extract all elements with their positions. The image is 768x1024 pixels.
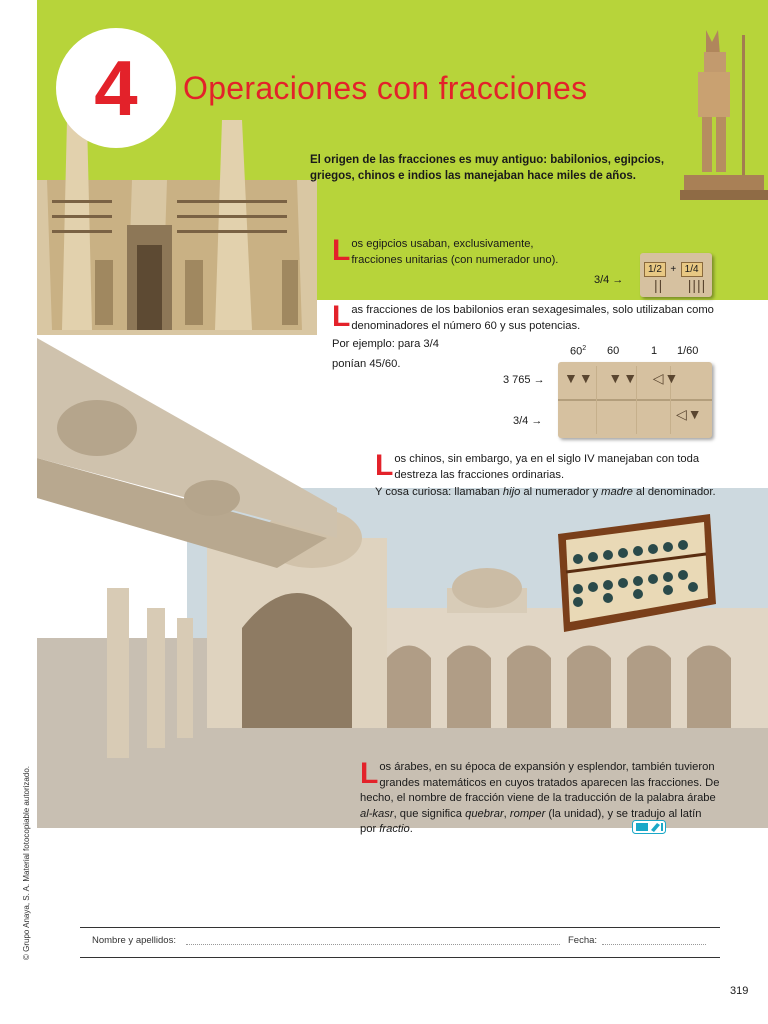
plus-sign: +: [670, 264, 677, 275]
footer-top-rule: [80, 927, 720, 928]
date-field[interactable]: [602, 944, 706, 945]
chinese-text2-a: Y cosa curiosa: llamaban: [375, 486, 503, 498]
egyptian-example-label: 3/4 →: [594, 274, 624, 286]
babylonian-row2-label: 3/4 →: [513, 415, 543, 427]
chinese-text: os chinos, sin embargo, ya en el siglo IV manejaban con toda destreza las fracciones ordinarias.: [394, 453, 700, 481]
dropcap: L: [375, 449, 394, 482]
egyptians-text: os egipcios usaban, exclusivamente, fracciones unitarias (con numerador uno).: [351, 238, 559, 266]
word-madre: madre: [601, 486, 633, 498]
arabs-text-b: , que significa: [393, 807, 466, 820]
babylonians-text: as fracciones de los babilonios eran sexagesimales, solo utilizaban como denominadores el número 60 y sus potencias.: [351, 304, 714, 332]
babylonian-clay-tablet: [558, 362, 712, 438]
dropcap: L: [360, 757, 379, 790]
word-romper: romper: [509, 807, 546, 820]
babylonian-example-line1: Por ejemplo: para 3/4: [332, 338, 439, 350]
egyptian-fraction-quarter: 1/4: [681, 262, 703, 277]
word-quebrar: quebrar: [465, 807, 504, 820]
dropcap: L: [332, 234, 351, 267]
babylonian-example-line2: ponían 45/60.: [332, 357, 401, 370]
word-hijo: hijo: [502, 486, 521, 498]
name-label: Nombre y apellidos:: [92, 935, 176, 946]
word-al-kasr: al-kasr: [360, 807, 394, 820]
footer-bottom-rule: [80, 957, 720, 958]
page-number: 319: [730, 985, 749, 997]
babylonian-example: [332, 337, 482, 372]
column-header-exponent: 2: [582, 345, 587, 352]
column-header-60: 60: [607, 345, 620, 357]
arabs-paragraph: [360, 757, 720, 838]
babylonians-paragraph: [332, 300, 718, 334]
chinese-text2-c: al denominador.: [632, 486, 716, 498]
column-header-1-60: 1/60: [677, 345, 699, 357]
copyright-notice: © Grupo Anaya, S. A. Material fotocopiable autorizado.: [22, 765, 31, 960]
arabs-text-d: (la unidad), y se tradujo al latín por: [360, 807, 702, 835]
hieroglyph-marks-icon: || ||||: [654, 277, 707, 293]
egyptian-fraction-tablet: [640, 253, 712, 297]
arabs-text-a: os árabes, en su época de expansión y esplendor, también tuvieron grandes matemáticos en cuyos tratados aparecen las fracciones. De hecho, el nombre de fracción viene de la traducción de la palabra árabe: [360, 761, 720, 804]
abacus-illustration: [558, 514, 716, 632]
intro-paragraph: El origen de las fracciones es muy antiguo: babilonios, egipcios, griegos, chinos e indios las manejaban hace miles de años.: [310, 154, 665, 182]
cuneiform-row2-icon: ◁▼: [676, 406, 703, 422]
arabs-text-e: .: [409, 823, 413, 835]
chinese-paragraph-2: [375, 485, 720, 501]
name-field[interactable]: [186, 944, 560, 945]
egyptians-paragraph: [332, 234, 564, 268]
babylonian-row1-label: 3 765 →: [503, 374, 545, 386]
dropcap: L: [332, 300, 351, 333]
chapter-number: 4: [94, 43, 138, 132]
anubis-statue-illustration: [676, 30, 768, 200]
egyptian-temple-illustration: [37, 120, 317, 335]
column-header-base: 60: [570, 345, 583, 358]
chinese-paragraph: [375, 449, 720, 483]
page-title: Operaciones con fracciones: [183, 70, 588, 106]
digital-resource-icon[interactable]: [632, 820, 666, 834]
arabs-text-c: ,: [503, 807, 510, 820]
chapter-number-badge: [56, 28, 176, 148]
column-header-1: 1: [651, 345, 658, 357]
word-fractio: fractio: [379, 823, 410, 835]
chinese-text2-b: al numerador y: [520, 486, 602, 498]
date-label: Fecha:: [568, 935, 598, 946]
column-header-3600: [570, 345, 586, 358]
cuneiform-row1-icon: ▼▼ ▼▼ ◁▼: [564, 370, 680, 386]
egyptian-fraction-half: 1/2: [644, 262, 666, 277]
